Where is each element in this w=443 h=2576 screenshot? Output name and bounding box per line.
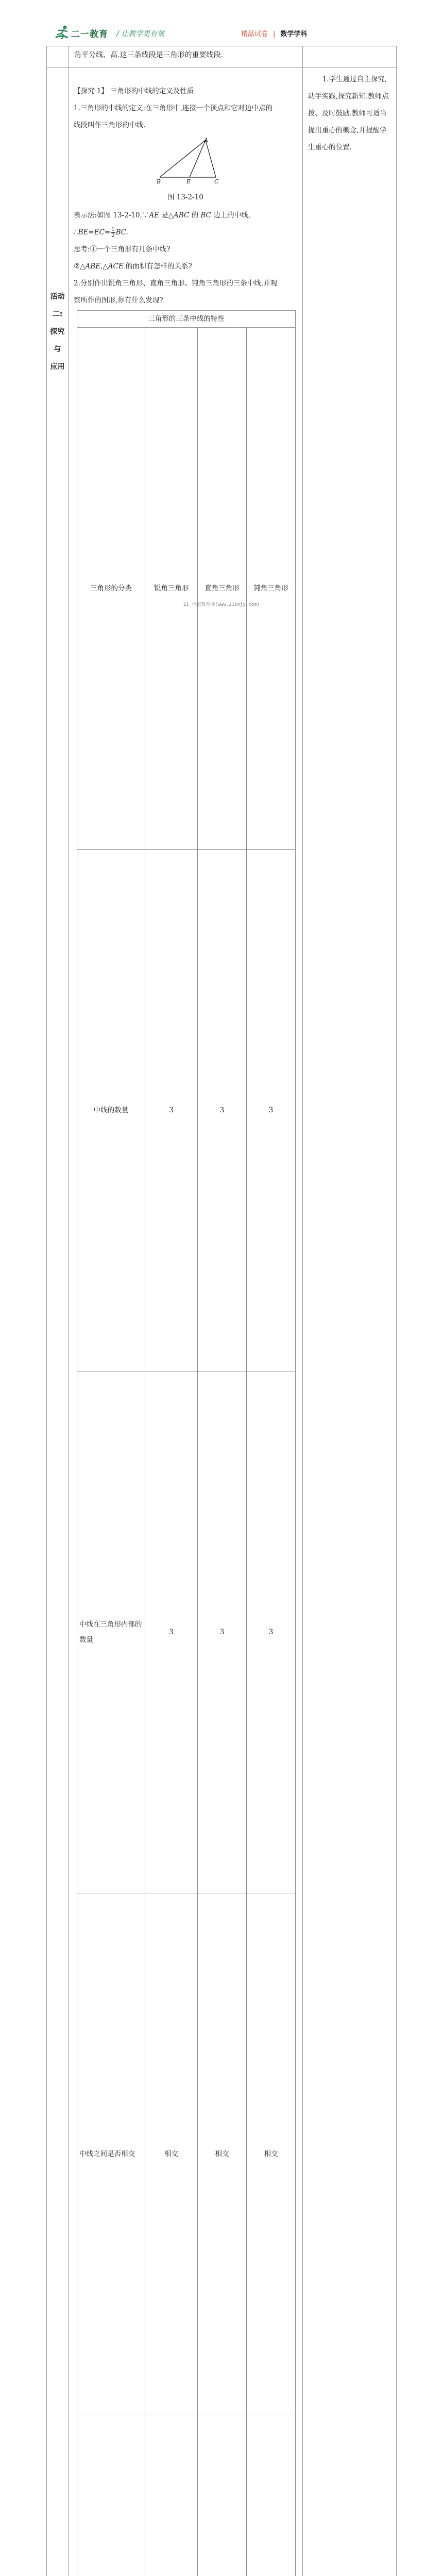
explore1-title: 【探究 1】 三角形的中线的定义及性质	[74, 83, 297, 100]
table-cell: 3	[247, 850, 296, 1371]
header-cell: 直角三角形	[198, 328, 247, 850]
table-row	[77, 1893, 296, 2415]
intro-text: 角平分线、高.这三条线段是三角形的重要线段.	[69, 46, 303, 68]
label-c: C	[214, 178, 219, 185]
therefore-line: ∴BE=EC= $\frac{1}{2}$ BC.	[74, 224, 297, 241]
table-cell	[247, 2415, 296, 2576]
teacher-note: 1.学生通过自主探究,动手实践,探究新知.教师点拨、及时鼓励.教师可适当提出重心的概念,并提醒学生重心的位置.	[303, 68, 396, 156]
activity-label-line: 与	[47, 341, 68, 358]
figure-caption: 图 13-2-10	[74, 190, 297, 205]
header-tag: 精品试卷	[241, 30, 268, 38]
fraction-half: $\frac{1}{2}$	[111, 227, 115, 239]
table-row	[77, 311, 296, 328]
activity-label	[47, 68, 68, 376]
table-cell: 相交	[145, 1893, 198, 2415]
table-cell: 3	[198, 850, 247, 1371]
question-2: 2.分别作出锐角三角形、直角三角形、钝角三角形的三条中线,并观 察所作的图形,你有什么发现?	[74, 275, 297, 309]
teacher-note-cell	[302, 68, 396, 2576]
table-cell: 3	[145, 1371, 198, 1893]
page-header	[0, 0, 443, 46]
table-cell	[145, 2415, 198, 2576]
activity-label-line: 活动	[47, 288, 68, 306]
table-row	[77, 850, 296, 1371]
activity-label-line: 探究	[47, 323, 68, 341]
table-cell	[198, 2415, 247, 2576]
table-cell: 3	[198, 1371, 247, 1893]
header-cell: 钝角三角形	[247, 328, 296, 850]
header-cell: 三角形的分类	[77, 328, 145, 850]
table-row	[77, 2415, 296, 2576]
empty-cell	[302, 46, 396, 68]
think-question-1: 思考:①一个三角形有几条中线?	[74, 241, 297, 258]
table-row	[77, 1371, 296, 1893]
label-e: E	[186, 178, 191, 185]
think-question-2: ②△ABE,△ACE 的面积有怎样的关系?	[74, 258, 297, 275]
label-b: B	[156, 178, 161, 185]
median-properties-table	[77, 310, 296, 2576]
slogan: / 让教学更有效	[116, 28, 164, 39]
header-separator: |	[273, 30, 275, 38]
activity-label-line: 应用	[47, 358, 68, 376]
activity-label-line: 二:	[47, 306, 68, 323]
row-label: 中线在三角形内部的数量	[77, 1371, 145, 1893]
table-cell: 相交	[247, 1893, 296, 2415]
triangle-figure	[149, 136, 222, 183]
logo-text: 二一教育	[71, 27, 108, 40]
page-footer: 21 世纪教育网(www.21cnjy.com)	[0, 601, 443, 607]
header-right	[241, 28, 307, 38]
row-label	[77, 2415, 145, 2576]
content-cell	[69, 68, 303, 2576]
table-row	[47, 68, 397, 2576]
label-a: A	[203, 137, 208, 143]
empty-cell	[47, 46, 69, 68]
header-subject: 数学学科	[280, 30, 307, 38]
figure-13-2-10	[74, 136, 297, 190]
table-cell: 3	[247, 1371, 296, 1893]
row-label: 中线之间是否相交	[77, 1893, 145, 2415]
table-header-row	[77, 328, 296, 850]
table-cell: 相交	[198, 1893, 247, 2415]
lesson-table	[46, 46, 397, 2576]
table-cell: 3	[145, 850, 198, 1371]
activity-cell	[47, 68, 69, 2576]
notation-line: 表示法:如图 13-2-10,∵AE 是△ABC 的 BC 边上的中线,	[74, 207, 297, 224]
table-title: 三角形的三条中线的特性	[77, 311, 296, 328]
table-row	[47, 46, 397, 68]
header-cell: 锐角三角形	[145, 328, 198, 850]
explore1-definition: 1.三角形的中线的定义:在三角形中,连接一个顶点和它对边中点的 线段叫作三角形的中线.	[74, 100, 297, 134]
row-label: 中线的数量	[77, 850, 145, 1371]
